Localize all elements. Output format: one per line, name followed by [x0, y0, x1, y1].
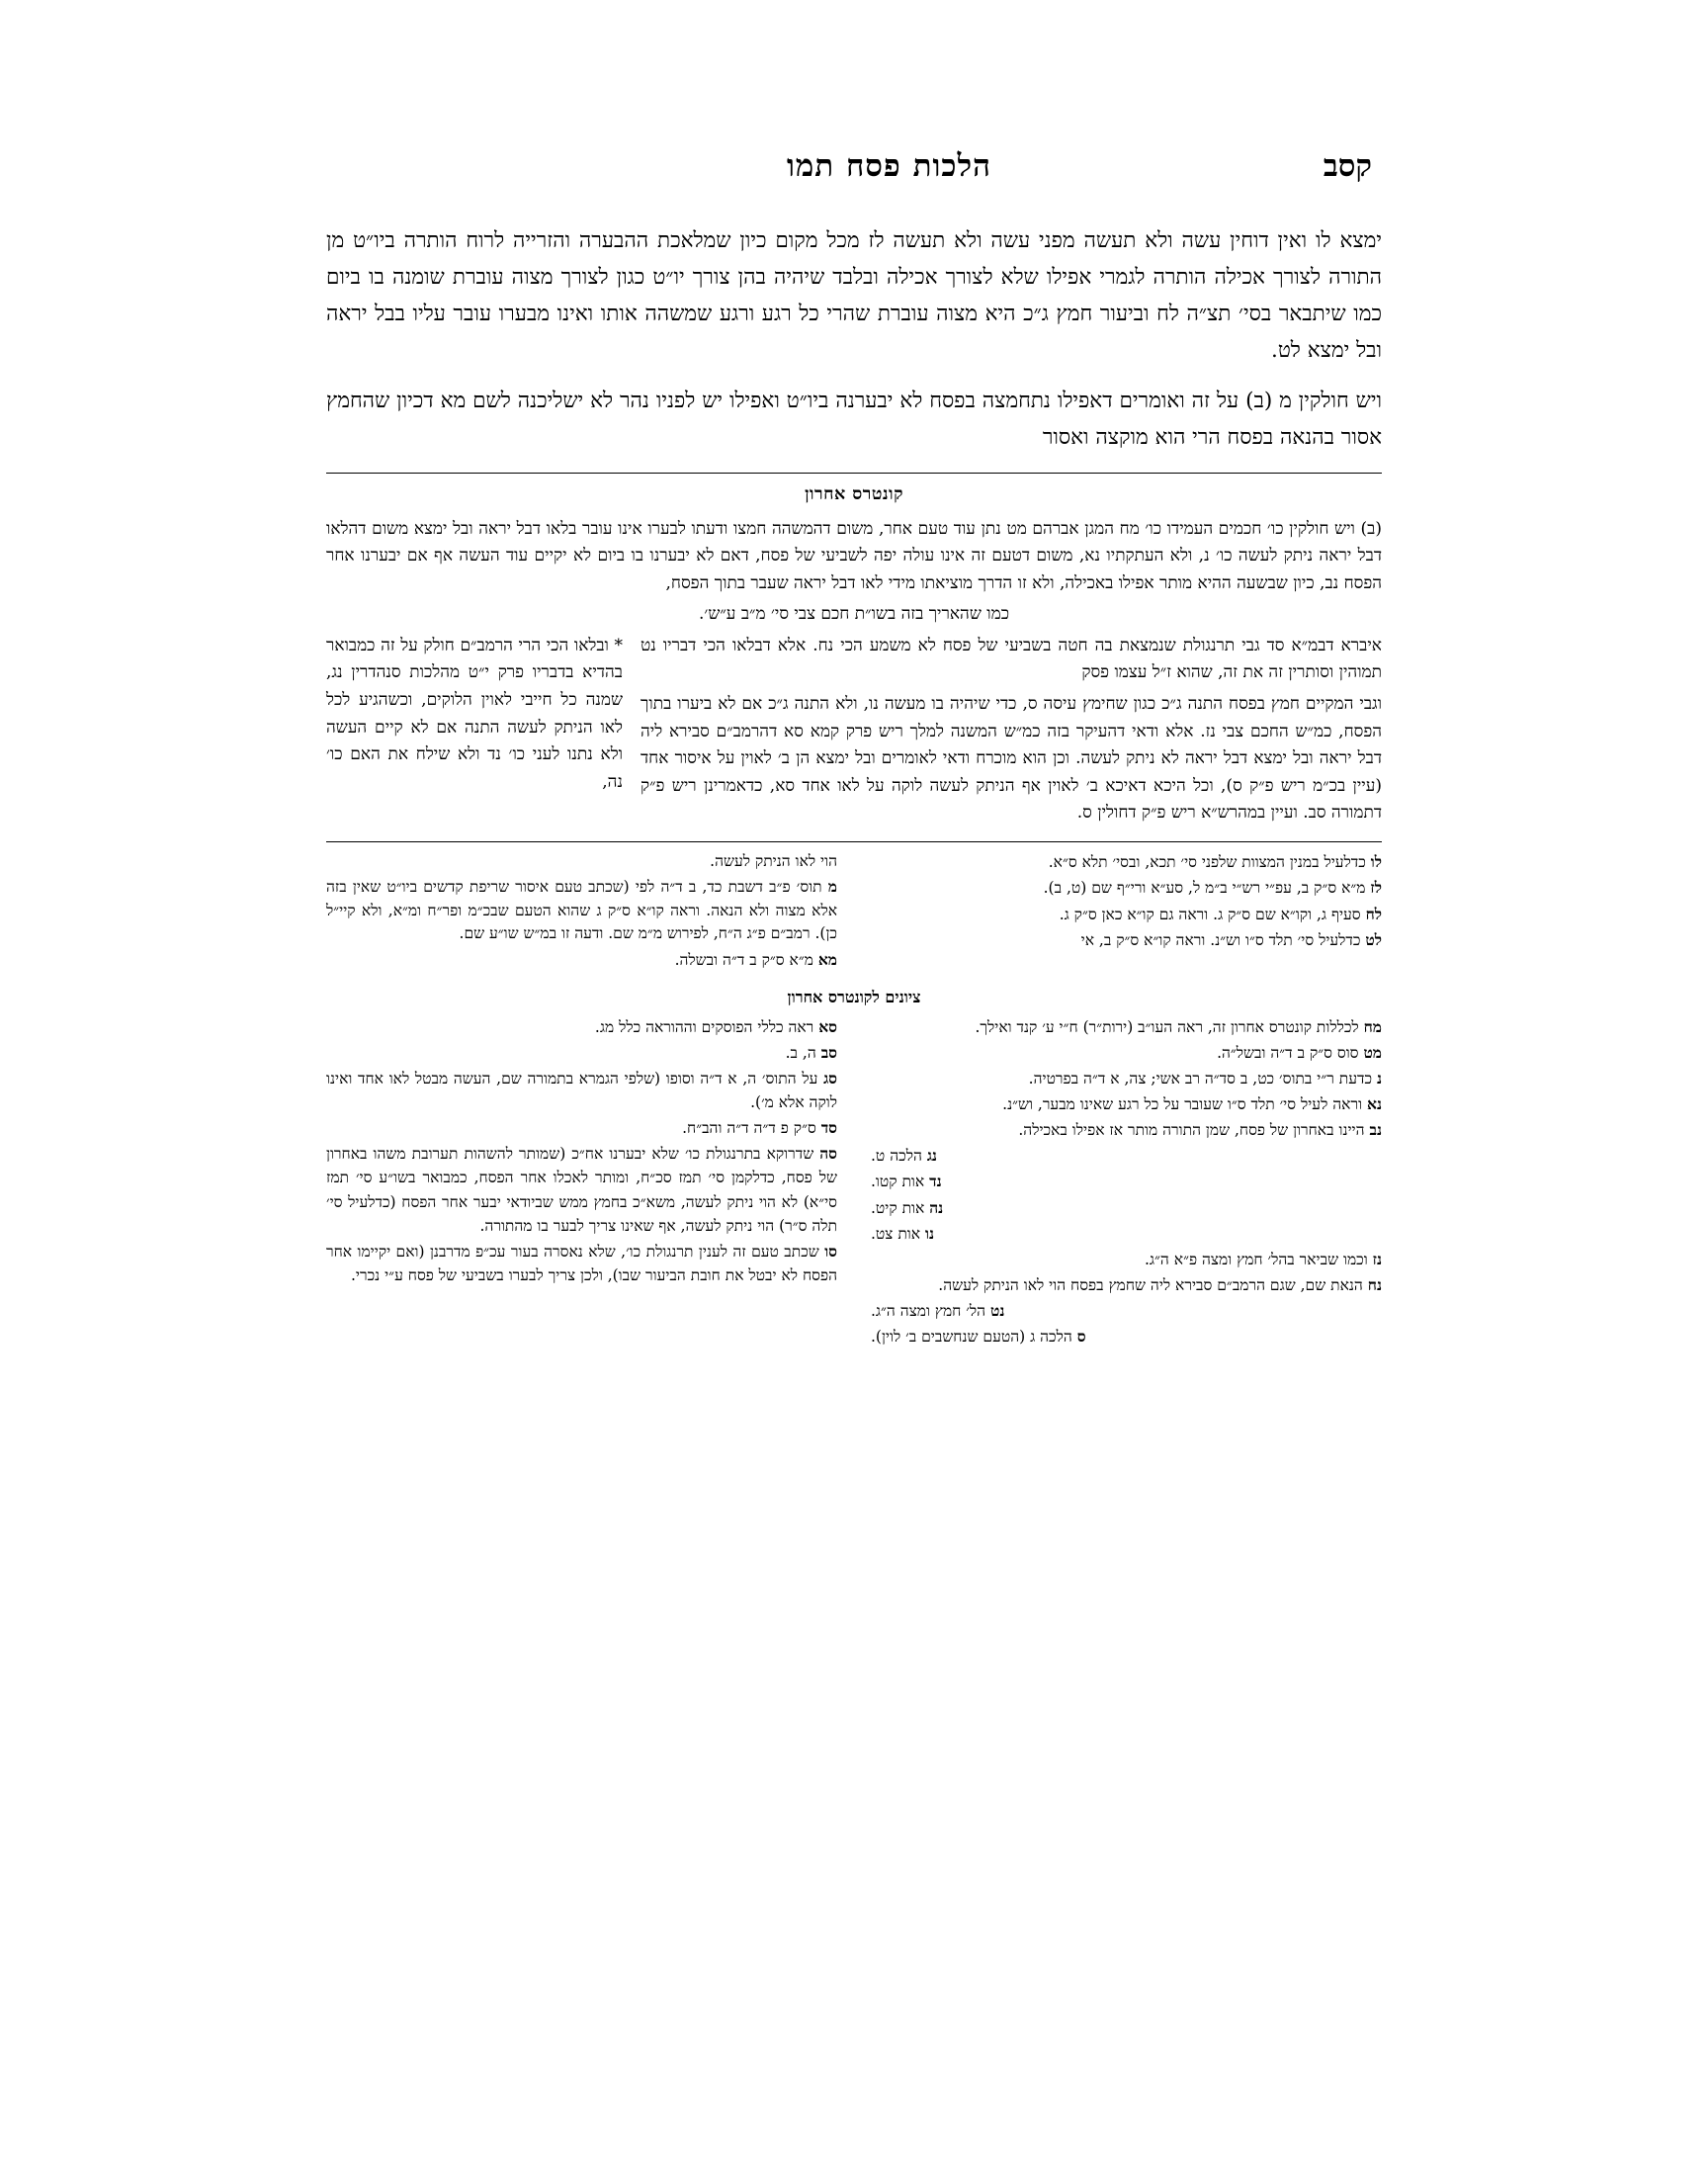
- kuntras-paragraph-4: וגבי המקיים חמץ בפסח התנה ג״כ כגון שחימץ עיסה ס, כדי שיהיה בו מעשה נו, ולא התנה ג״כ אם לא ביערו בתוך הפסח, כמ״ש החכם צבי נז. אלא ודאי דהעיקר בזה כמ״ש המשנה למלך ריש פרק קמא סא דהרמב״ם סבירא ליה דבל יראה ובל ימצא דבל יראה לא ניתק לעשה. וכן הוא מוכרח ודאי לאומרים ובל ימצא הן ב׳ לאוין על איסור אחד (עיין בכ״מ ריש פ״ק ס), וכל היכא דאיכא ב׳ לאוין אף הניתק לעשה לוקה על לאו אחד סא, כדאמרינן ריש פ״ק דתמורה סב. ועיין במהרש״א ריש פ״ק דחולין ס.: [640, 694, 1383, 824]
- tzion-text: הלכה ט.: [871, 1147, 922, 1166]
- footnotes-column-right: [871, 850, 1382, 975]
- tzion-item: [871, 1170, 1382, 1193]
- tzion-item: [326, 1116, 837, 1140]
- footnote-text: סעיף ג, וקו״א שם ס״ק ג. וראה גם קו״א כאן ס״ק ג.: [1059, 905, 1361, 923]
- tzion-item: [871, 1196, 1382, 1220]
- tzion-text: הל׳ חמץ ומצה ה״ג.: [871, 1301, 986, 1320]
- tzion-item: [326, 1015, 837, 1039]
- tzion-label: סא: [818, 1017, 837, 1037]
- tzion-label: נ: [1376, 1069, 1382, 1088]
- tzion-text: אות קיט.: [871, 1198, 925, 1217]
- tzionim-heading: ציונים לקונטרס אחרון: [787, 988, 921, 1007]
- tzion-text: אות קטו.: [871, 1173, 925, 1191]
- footnote-label: לט: [1365, 930, 1382, 950]
- tzion-item: [871, 1325, 1382, 1348]
- tzion-text: וכמו שביאר בהל׳ חמץ ומצה פ״א ה״ג.: [1145, 1250, 1368, 1268]
- tzion-item: [871, 1273, 1382, 1297]
- kuntras-paragraph-3: איברא דבמ״א סד גבי תרנגולת שנמצאת בה חטה בשביעי של פסח לא משמע הכי נח. אלא דבלאו הכי דבריו נט תמוהין וסותרין זה את זה, שהוא ז״ל עצמו פסק: [640, 635, 1382, 683]
- tzion-label: נב: [1369, 1120, 1382, 1140]
- main-paragraph-2: ויש חולקין מ (ב) על זה ואומרים דאפילו נתחמצה בפסח לא יבערנה ביו״ט ואפילו יש לפניו נהר לא ישליכנה לשם מא דכיון שהחמץ אסור בהנאה בפסח הרי הוא מוקצה ואסור: [326, 388, 1382, 450]
- page-number: קסב: [1323, 148, 1372, 184]
- tzionim-column-right: [871, 1015, 1382, 1349]
- footnote-label: מא: [817, 949, 837, 969]
- tzion-label: מח: [1363, 1017, 1382, 1037]
- tzion-item: [871, 1299, 1382, 1323]
- kuntras-body: [326, 516, 1382, 831]
- tzion-item: [871, 1118, 1382, 1142]
- footnote-item: [871, 903, 1382, 927]
- tzion-text: הנאת שם, שגם הרמב״ם סבירא ליה שחמץ בפסח הוי לאו הניתק לעשה.: [938, 1275, 1363, 1294]
- footnote-item: [871, 928, 1382, 953]
- tzion-text: על התוס׳ ה, א ד״ה וסופו (שלפי הגמרא בתמורה שם, העשה מבטל לאו אחד ואינו לוקה אלא מ׳).: [326, 1070, 837, 1112]
- tzionim-block: [326, 1015, 1382, 1349]
- tzion-label: נח: [1367, 1274, 1382, 1294]
- footnote-text: כדלעיל סי׳ תלד ס״ו וש״נ. וראה קו״א ס״ק ב, אי: [1080, 931, 1361, 950]
- main-paragraph-1: ימצא לו ואין דוחין עשה ולא תעשה מפני עשה ולא תעשה לז מכל מקום כיון שמלאכת ההבערה והזרייה לרוח הותרה ביו״ט מן התורה לצורך אכילה הותרה לגמרי אפילו שלא לצורך אכילה ובלבד שיהיה בהן צורך יו״ט כגון לצורך מצוה עוברת שומנה בו ביום כמו שיתבאר בסי׳ תצ״ה לח וביעור חמץ ג״כ היא מצוה עוברת שהרי כל רגע ורגע שמשהה אותו ואינו מבערו עובר עליו בבל יראה ובל ימצא לט.: [326, 228, 1382, 363]
- tzion-label: סו: [824, 1241, 837, 1261]
- footnotes-block: [326, 850, 1382, 975]
- notes-divider: [326, 841, 1382, 842]
- tzion-item: [326, 1041, 837, 1065]
- tzion-label: נג: [926, 1146, 937, 1166]
- footnote-label: מ: [827, 877, 837, 897]
- tzion-label: סג: [823, 1069, 837, 1088]
- tzion-label: נא: [1367, 1094, 1382, 1114]
- tzion-item: [871, 1041, 1382, 1065]
- tzion-label: סד: [820, 1118, 837, 1138]
- tzion-text: ראה כללי הפוסקים וההוראה כלל מג.: [594, 1018, 814, 1037]
- footnote-item: [326, 948, 837, 973]
- kuntras-side-note: * ובלאו הכי הרי הרמב״ם חולק על זה כמבואר בהדיא בדבריו פרק י״ט מהלכות סנהדרין נג, שמנה כל חייבי לאוין הלוקים, וכשהגיע לכל לאו הניתק לעשה התנה אם לא קיים העשה ולא נתנו לעני כו׳ נד ולא שילח את האם כו׳ נה,: [326, 635, 623, 792]
- footnote-text: הוי לאו הניתק לעשה.: [710, 851, 837, 870]
- tzion-text: אות צט.: [871, 1224, 921, 1243]
- tzion-item: [326, 1240, 837, 1287]
- tzion-item: [871, 1015, 1382, 1039]
- footnote-text: מ״א ס״ק ב ד״ה ובשלה.: [674, 950, 813, 969]
- tzion-item: [871, 1092, 1382, 1116]
- tzion-item: [326, 1067, 837, 1114]
- tzion-item: [326, 1142, 837, 1237]
- tzion-item: [871, 1144, 1382, 1168]
- kuntras-heading: קונטרס אחרון: [805, 483, 903, 504]
- kuntras-paragraph-2: כמו שהאריך בזה בשו״ת חכם צבי סי׳ מ״ב ע״ש׳.: [698, 604, 1010, 625]
- tzion-label: נז: [1372, 1249, 1382, 1268]
- page-header: [326, 148, 1382, 184]
- tzion-label: סב: [820, 1043, 837, 1063]
- tzion-label: נה: [929, 1197, 944, 1217]
- tzion-text: ה, ב.: [785, 1044, 816, 1063]
- tzion-item: [871, 1248, 1382, 1271]
- footnote-item: [326, 875, 837, 946]
- footnote-text: מ״א ס״ק ב, עפ״י רש״י ב״מ ל, סע״א ורי״ף שם (ט, ב).: [1043, 879, 1366, 898]
- tzion-item: [871, 1222, 1382, 1246]
- footnote-text: תוס׳ פ״ב דשבת כד, ב ד״ה לפי (שכתב טעם איסור שריפת קדשים ביו״ט שאין בזה אלא מצוה ולא הנאה. וראה קו״א ס״ק ג שהוא הטעם שבכ״מ ופר״ח ומ״א, ולא קיי״ל כן). רמב״ם פ״ג ה״ח, לפירוש מ״מ שם. ודעה זו במ״ש שו״ע שם.: [326, 878, 837, 943]
- tzion-text: הלכה ג (הטעם שנחשבים ב׳ לוין).: [871, 1327, 1072, 1346]
- tzion-text: ס״ק פ ד״ה ד״ה והב״ח.: [682, 1119, 816, 1138]
- footnote-item: [326, 850, 837, 874]
- footnotes-column-left: [326, 850, 837, 975]
- footnote-text: כדלעיל במנין המצוות שלפני סי׳ תכא, ובסי׳ תלא ס״א.: [1048, 852, 1366, 871]
- tzion-label: סה: [819, 1144, 837, 1164]
- footnote-label: לח: [1365, 904, 1382, 923]
- tzion-text: סוס ס״ק ב ד״ה ובשל״ה.: [1217, 1044, 1359, 1063]
- tzion-text: שדרוקא בתרנגולת כו׳ שלא יבערנו אח״כ (שמותר להשהות תערובת משהו באחרון של פסח, כדלקמן סי׳ תמז סכ״ח, ומותר לאכלו אחר הפסח, כמבואר בשו״ע סי׳ תמז סי״א) לא הוי ניתק לעשה, משא״כ בחמץ ממש שביודאי יבער אחר הפסח (כדלעיל סי׳ תלה ס״ר) הוי ניתק לעשה, אף שאינו צריך לבער בו מהתורה.: [326, 1145, 837, 1235]
- tzion-label: נו: [925, 1223, 935, 1243]
- tzion-label: נד: [929, 1172, 942, 1191]
- tzion-text: היינו באחרון של פסח, שמן התורה מותר אז אפילו באכילה.: [1018, 1121, 1365, 1140]
- tzion-text: כדעת ר״י בתוס׳ כט, ב סד״ה רב אשי; צה, א ד״ה בפרטיה.: [1028, 1070, 1373, 1088]
- footnote-label: לו: [1370, 851, 1382, 871]
- footnote-item: [871, 876, 1382, 901]
- kuntras-paragraph-1: (ב) ויש חולקין כו׳ חכמים העמידו כו׳ מח המגן אברהם מט נתן עוד טעם אחר, משום דהמשהה חמצו ודעתו לבערו אינו עובר בלאו דבל יראה ובל ימצא משום דהלאו דבל יראה ניתק לעשה כו׳ נ, ולא העתקתיו נא, משום דטעם זה אינו עולה יפה לשביעי של פסח, דאם לא יבערנו בו ביום לא יקיים עוד העשה אף אם יבערנו אחר הפסח נב, כיון שבשעה ההיא מותר אפילו באכילה, ולא זו הדרך מוציאתו מידי לאו דבל יראה שעבר בתוך הפסח,: [326, 518, 1382, 593]
- main-body-text: [326, 223, 1382, 457]
- tzion-text: שכתב טעם זה לענין תרנגולת כו׳, שלא נאסרה בעור עכ״פ מדרבנן (ואם יקיימו אחר הפסח לא יבטל את חובת הביעור שבו), ולכן צריך לבערו בשביעי של פסח ע״י נכרי.: [326, 1242, 837, 1284]
- section-divider: [326, 473, 1382, 474]
- page-title: הלכות פסח תמו: [786, 148, 991, 184]
- tzion-label: נט: [989, 1300, 1005, 1320]
- tzion-label: מט: [1363, 1043, 1382, 1063]
- tzion-text: וראה לעיל סי׳ תלד ס״ו שעובר על כל רגע שאינו מבער, וש״נ.: [1002, 1095, 1363, 1114]
- tzionim-column-left: [326, 1015, 837, 1349]
- footnote-item: [871, 850, 1382, 875]
- tzion-item: [871, 1067, 1382, 1090]
- tzion-text: לכללות קונטרס אחרון זה, ראה העו״ב (ירות״ר) ח״י ע׳ קנד ואילך.: [975, 1018, 1359, 1037]
- footnote-label: לז: [1370, 878, 1382, 898]
- tzion-label: ס: [1076, 1326, 1086, 1346]
